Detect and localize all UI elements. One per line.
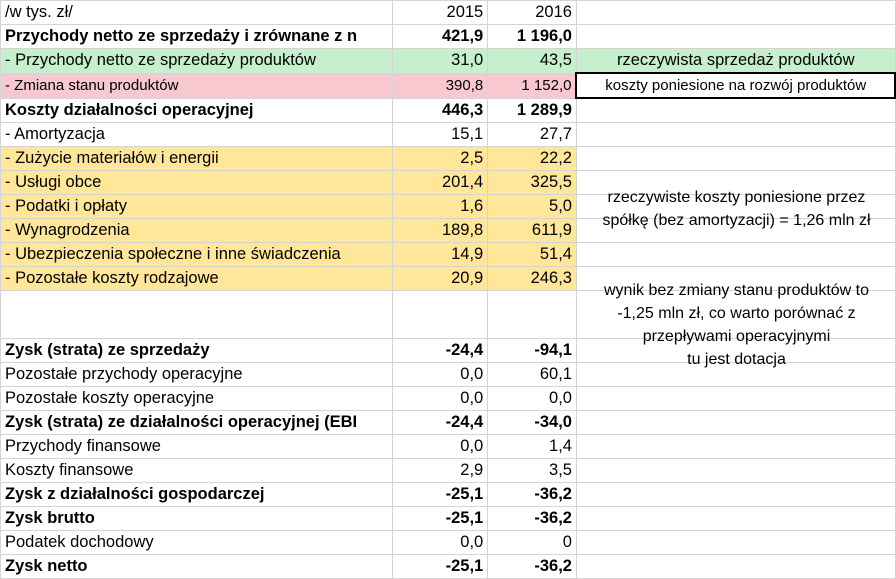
note-cell[interactable] — [576, 483, 895, 507]
value-2016-cell[interactable]: -36,2 — [488, 483, 577, 507]
row-label-cell[interactable]: - Podatki i opłaty — [1, 195, 393, 219]
value-2016-cell[interactable]: 5,0 — [488, 195, 577, 219]
note-cell[interactable] — [576, 243, 895, 267]
value-2016-cell[interactable]: 60,1 — [488, 363, 577, 387]
value-2015-cell[interactable]: -24,4 — [392, 339, 488, 363]
value-2015-cell[interactable]: 0,0 — [392, 387, 488, 411]
costs-note-line: rzeczywiste koszty poniesione przez — [607, 189, 866, 206]
result-note-line: tu jest dotacja — [687, 351, 786, 368]
row-label-cell[interactable]: Koszty finansowe — [1, 459, 393, 483]
table-row — [1, 49, 896, 74]
row-label-cell[interactable] — [1, 291, 393, 339]
value-2016-cell[interactable] — [488, 291, 577, 339]
value-2015-cell[interactable]: -25,1 — [392, 483, 488, 507]
note-cell[interactable] — [576, 411, 895, 435]
header-empty-cell[interactable] — [576, 1, 895, 25]
result-note — [577, 279, 896, 371]
value-2015-cell[interactable]: 421,9 — [392, 25, 488, 49]
value-2015-cell[interactable]: 0,0 — [392, 363, 488, 387]
table-row — [1, 243, 896, 267]
row-label-cell[interactable]: Zysk (strata) ze działalności operacyjnej (EBI — [1, 411, 393, 435]
table-row — [1, 483, 896, 507]
value-2016-cell[interactable]: -34,0 — [488, 411, 577, 435]
table-row — [1, 507, 896, 531]
header-label-cell[interactable]: /w tys. zł/ — [1, 1, 393, 25]
value-2016-cell[interactable]: 1 289,9 — [488, 98, 577, 123]
value-2015-cell[interactable]: 201,4 — [392, 171, 488, 195]
table-row — [1, 147, 896, 171]
value-2015-cell[interactable]: 2,9 — [392, 459, 488, 483]
value-2015-cell[interactable]: 0,0 — [392, 435, 488, 459]
row-label-cell[interactable]: Zysk (strata) ze sprzedaży — [1, 339, 393, 363]
note-cell[interactable] — [576, 123, 895, 147]
value-2015-cell[interactable]: 2,5 — [392, 147, 488, 171]
value-2016-cell[interactable]: 27,7 — [488, 123, 577, 147]
note-cell[interactable] — [576, 555, 895, 579]
note-cell[interactable] — [576, 507, 895, 531]
value-2015-cell[interactable]: 15,1 — [392, 123, 488, 147]
table-row — [1, 435, 896, 459]
table-row — [1, 123, 896, 147]
row-label-cell[interactable]: Przychody netto ze sprzedaży i zrównane z n — [1, 25, 393, 49]
table-row — [1, 73, 896, 98]
value-2016-cell[interactable]: 0 — [488, 531, 577, 555]
row-label-cell[interactable]: Koszty działalności operacyjnej — [1, 98, 393, 123]
value-2015-cell[interactable]: 0,0 — [392, 531, 488, 555]
value-2015-cell[interactable]: -25,1 — [392, 555, 488, 579]
result-note-line: wynik bez zmiany stanu produktów to — [603, 282, 869, 299]
value-2015-cell[interactable]: -25,1 — [392, 507, 488, 531]
table-row — [1, 531, 896, 555]
note-cell[interactable] — [576, 147, 895, 171]
header-year-2015-cell[interactable]: 2015 — [392, 1, 488, 25]
row-label-cell[interactable]: Pozostałe przychody operacyjne — [1, 363, 393, 387]
header-year-2016-cell[interactable]: 2016 — [488, 1, 577, 25]
value-2016-cell[interactable]: 1,4 — [488, 435, 577, 459]
row-label-cell[interactable]: - Wynagrodzenia — [1, 219, 393, 243]
value-2015-cell[interactable]: 20,9 — [392, 267, 488, 291]
value-2016-cell[interactable]: 51,4 — [488, 243, 577, 267]
table-row — [1, 459, 896, 483]
table-row — [1, 411, 896, 435]
result-note-line: przepływami operacyjnymi — [642, 328, 831, 345]
result-note-line: -1,25 mln zł, co warto porównać z — [617, 305, 856, 322]
value-2016-cell[interactable]: -94,1 — [488, 339, 577, 363]
row-label-cell[interactable]: - Ubezpieczenia społeczne i inne świadczenia — [1, 243, 393, 267]
note-cell[interactable] — [576, 459, 895, 483]
value-2016-cell[interactable]: 1 152,0 — [488, 73, 577, 98]
value-2016-cell[interactable]: -36,2 — [488, 555, 577, 579]
value-2016-cell[interactable]: 0,0 — [488, 387, 577, 411]
note-cell[interactable] — [576, 25, 895, 49]
row-label-cell[interactable]: - Zmiana stanu produktów — [1, 73, 393, 98]
table-row — [1, 98, 896, 123]
value-2016-cell[interactable]: 246,3 — [488, 267, 577, 291]
value-2016-cell[interactable]: 43,5 — [488, 49, 577, 74]
row-label-cell[interactable]: - Usługi obce — [1, 171, 393, 195]
row-label-cell[interactable]: Przychody finansowe — [1, 435, 393, 459]
value-2015-cell[interactable]: 390,8 — [392, 73, 488, 98]
note-cell[interactable] — [576, 98, 895, 123]
row-label-cell[interactable]: Zysk z działalności gospodarczej — [1, 483, 393, 507]
value-2016-cell[interactable]: -36,2 — [488, 507, 577, 531]
note-cell[interactable] — [576, 387, 895, 411]
value-2015-cell[interactable] — [392, 291, 488, 339]
value-2016-cell[interactable]: 325,5 — [488, 171, 577, 195]
table-row — [1, 555, 896, 579]
note-cell[interactable] — [576, 531, 895, 555]
value-2015-cell[interactable]: 31,0 — [392, 49, 488, 74]
row-label-cell[interactable]: Podatek dochodowy — [1, 531, 393, 555]
row-label-cell[interactable]: - Przychody netto ze sprzedaży produktów — [1, 49, 393, 74]
value-2015-cell[interactable]: 189,8 — [392, 219, 488, 243]
row-label-cell[interactable]: Pozostałe koszty operacyjne — [1, 387, 393, 411]
table-row — [1, 25, 896, 49]
costs-note — [577, 186, 896, 232]
value-2016-cell[interactable]: 1 196,0 — [488, 25, 577, 49]
row-label-cell[interactable]: - Pozostałe koszty rodzajowe — [1, 267, 393, 291]
value-2015-cell[interactable]: 446,3 — [392, 98, 488, 123]
note-cell[interactable] — [576, 435, 895, 459]
costs-note-line: spółkę (bez amortyzacji) = 1,26 mln zł — [602, 212, 871, 229]
row-label-cell[interactable]: - Amortyzacja — [1, 123, 393, 147]
value-2015-cell[interactable]: 1,6 — [392, 195, 488, 219]
selected-note-cell[interactable]: koszty poniesione na rozwój produktów — [576, 73, 895, 98]
table-row — [1, 387, 896, 411]
row-label-cell[interactable]: - Zużycie materiałów i energii — [1, 147, 393, 171]
value-2016-cell[interactable]: 3,5 — [488, 459, 577, 483]
value-2015-cell[interactable]: 14,9 — [392, 243, 488, 267]
value-2015-cell[interactable]: -24,4 — [392, 411, 488, 435]
note-cell[interactable]: rzeczywista sprzedaż produktów — [576, 49, 895, 74]
value-2016-cell[interactable]: 611,9 — [488, 219, 577, 243]
value-2016-cell[interactable]: 22,2 — [488, 147, 577, 171]
row-label-cell[interactable]: Zysk netto — [1, 555, 393, 579]
row-label-cell[interactable]: Zysk brutto — [1, 507, 393, 531]
header-row — [1, 1, 896, 25]
